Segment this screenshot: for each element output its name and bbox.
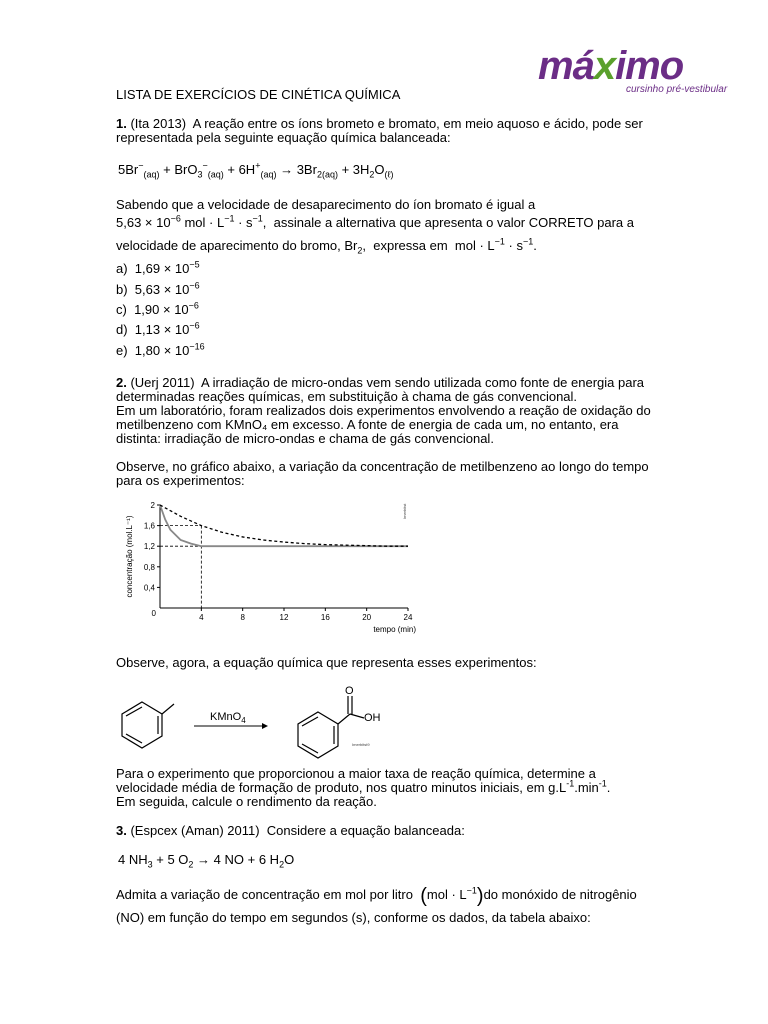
x-tick-label: 12	[279, 613, 289, 622]
logo-wordmark: máximo	[538, 44, 684, 88]
q1-option-e: e) $1,80 \times 10^{-16}$	[116, 341, 205, 358]
q1-option-c: c) $1,90 \times 10^{-6}$	[116, 300, 199, 317]
q2-p4-line2: velocidade média de formação de produto, nos quatro minutos iniciais, em $g.L^{-1}.\min^{-1}$.	[116, 778, 611, 795]
q1-equation: $5Br^-_{(aq)} + BrO_3^-_{(aq)} + 6H^+_{(aq)} \to 3Br_{2(aq)} + 3H_2O_{(\ell)}$	[118, 160, 394, 180]
q1-option-d: d) $1,13 \times 10^{-6}$	[116, 320, 200, 337]
x-tick-label: 4	[199, 613, 204, 622]
reagent-label: KMnO$_4$	[210, 711, 246, 725]
y-tick-label: 2	[150, 501, 155, 510]
y-tick-label: 0,8	[143, 562, 155, 572]
q2-p1-line3: Em um laboratório, foram realizados dois experimentos envolvendo a reação de oxidação do	[116, 403, 651, 418]
chart-watermark: Imerbitst	[402, 503, 407, 519]
concentration-chart	[118, 498, 428, 640]
q2-p1-line4: metilbenzeno com KMnO₄ em excesso. A fonte de energia de cada um, no entanto, era	[116, 417, 619, 432]
q3-intro: 3. (Espcex (Aman) 2011) Considere a equação balanceada:	[116, 823, 465, 838]
q2-p1-line2: determinadas reações químicas, em substituição à chama de gás convencional.	[116, 389, 578, 404]
q2-p4-line3: Em seguida, calcule o rendimento da reação.	[116, 794, 377, 809]
y-tick-label: 0,4	[143, 583, 155, 593]
chart-ylabel: concentração (mol.L⁻¹)	[125, 515, 134, 598]
q3-text-line1: Admita a variação de concentração em mol por litro $(mol \cdot L^{-1})do$ monóxido de nitrogênio	[116, 885, 637, 907]
q2-p1-line5: distinta: irradiação de micro-ondas e chama de gás convencional.	[116, 431, 494, 446]
q3-text-line2: (NO) em função do tempo em segundos (s), conforme os dados, da tabela abaixo:	[116, 910, 591, 925]
q1-option-b: b) $5,63 \times 10^{-6}$	[116, 280, 200, 297]
toluene-structure	[122, 702, 174, 748]
scheme-watermark: Imerbitst9	[352, 742, 370, 747]
q1-option-a: a) $1,69 \times 10^{-5}$	[116, 259, 200, 276]
page-title: LISTA DE EXERCÍCIOS DE CINÉTICA QUÍMICA	[116, 87, 401, 102]
y-tick-label: 1,6	[143, 521, 155, 531]
q1-text-line1: Sabendo que a velocidade de desaparecimento do íon bromato é igual a	[116, 197, 536, 212]
q2-p3: Observe, agora, a equação química que representa esses experimentos:	[116, 655, 537, 670]
maximo-logo	[538, 46, 728, 102]
x-tick-label: 16	[320, 613, 330, 622]
q1-intro-line1: 1. (Ita 2013) A reação entre os íons brometo e bromato, em meio aquoso e ácido, pode ser	[116, 116, 643, 131]
q2-p1-line1: 2. (Uerj 2011) A irradiação de micro-ondas vem sendo utilizada como fonte de energia para	[116, 375, 645, 390]
x-tick-label: 24	[403, 613, 413, 622]
q2-p2-line1: Observe, no gráfico abaixo, a variação da concentração de metilbenzeno ao longo do tempo	[116, 459, 649, 474]
product-o-label: O	[345, 685, 354, 697]
q2-p4-line1: Para o experimento que proporcionou a maior taxa de reação química, determine a	[116, 766, 596, 781]
benzoic-acid-structure	[298, 696, 364, 758]
q1-text-line3: velocidade de aparecimento do bromo, $Br_2$, expressa em mol · $L^{-1} \cdot s^{-1}$.	[116, 236, 537, 256]
q1-text-line2: $5,63 \times 10^{-6}$ mol · $L^{-1} \cdot s^{-1}$, assinale a alternativa que apresenta o valor CORRETO para a	[116, 213, 634, 230]
chart-xlabel: tempo (min)	[373, 625, 416, 634]
chart-root	[144, 501, 413, 622]
y-tick-label: 1,2	[143, 542, 155, 552]
logo-tagline: cursinho pré-vestibular	[626, 84, 728, 95]
q3-equation: 4 $NH_3 + 5$ $O_2 \to 4$ NO + 6 $H_2O$	[118, 852, 295, 870]
q2-p2-line2: para os experimentos:	[116, 473, 245, 488]
x-tick-label: 20	[362, 613, 372, 622]
product-oh-label: OH	[364, 712, 381, 724]
q1-intro-line2: representada pela seguinte equação química balanceada:	[116, 130, 451, 145]
reaction-scheme	[116, 680, 396, 762]
x-tick-label: 8	[240, 613, 245, 622]
origin-label: 0	[151, 609, 156, 618]
reaction-arrow	[194, 723, 268, 729]
